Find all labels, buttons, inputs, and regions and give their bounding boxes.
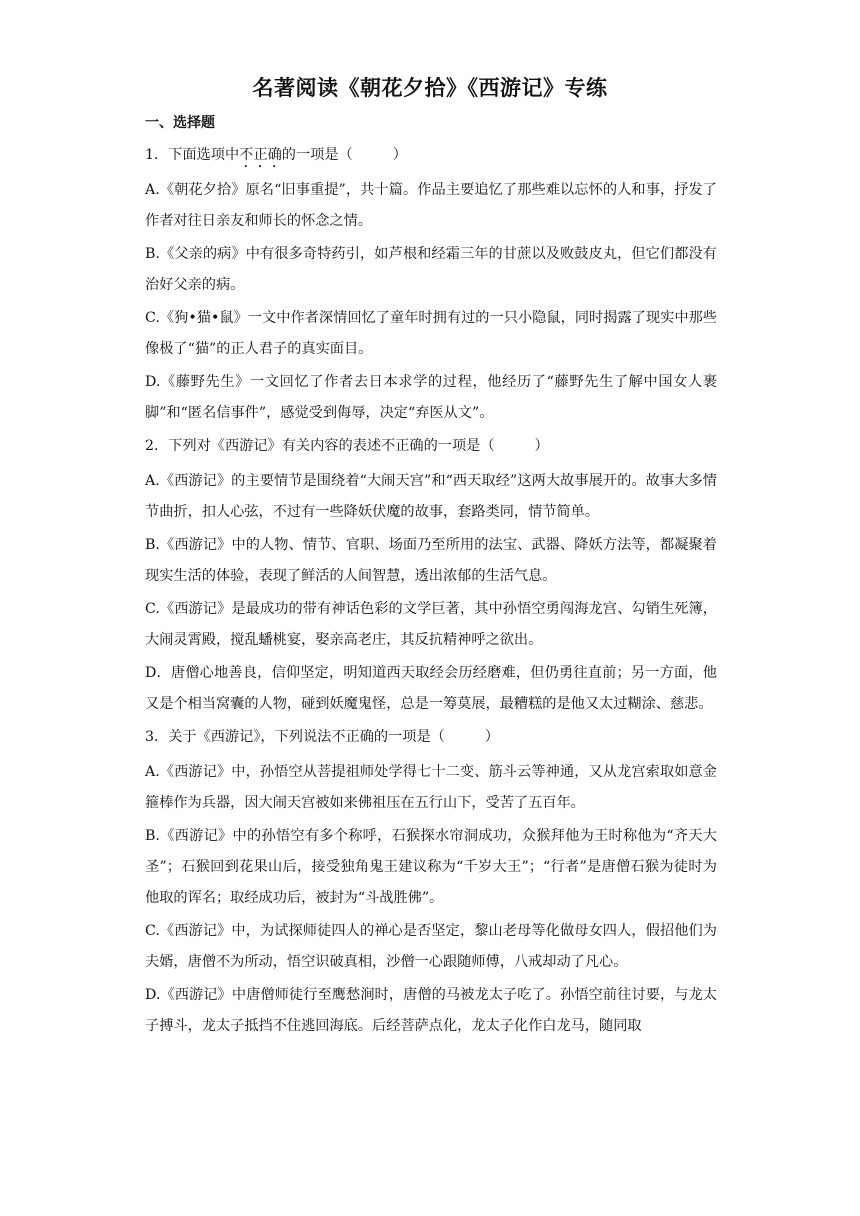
option-c: C.《西游记》是最成功的带有神话色彩的文学巨著，其中孙悟空勇闯海龙宫、勾销生死簿，大闹灵霄殿，搅乱蟠桃宴，娶亲高老庄，其反抗精神呼之欲出。 xyxy=(145,601,717,648)
option-a: A.《西游记》的主要情节是围绕着“大闹天宫”和“西天取经”这两大故事展开的。故事大多情节曲折，扣人心弦，不过有一些降妖伏魔的故事，套路类同，情节简单。 xyxy=(145,473,717,520)
option-d: D.《西游记》中唐僧师徒行至鹰愁涧时，唐僧的马被龙太子吃了。孙悟空前往讨要，与龙太子搏斗，龙太子抵挡不住逃回海底。后经菩萨点化，龙太子化作白龙马，随同取 xyxy=(145,987,717,1034)
option-a: A.《朝花夕拾》原名“旧事重提”，共十篇。作品主要追忆了那些难以忘怀的人和事，抒发了作者对往日亲友和师长的怀念之情。 xyxy=(145,182,717,229)
emphasis-char: 正 xyxy=(253,147,268,163)
option-c: C.《西游记》中，为试探师徒四人的禅心是否坚定，黎山老母等化做母女四人，假招他们为夫婿，唐僧不为所动，悟空识破真相，沙僧一心跟随师傅，八戒却动了凡心。 xyxy=(145,923,717,970)
emphasis-char: 确 xyxy=(267,147,282,163)
option-c: C.《狗•猫•鼠》一文中作者深情回忆了童年时拥有过的一只小隐鼠，同时揭露了现实中那些像极了“猫”的正人君子的真实面目。 xyxy=(145,310,717,357)
option-b: B.《西游记》中的孙悟空有多个称呼，石猴探水帘洞成功，众猴拜他为王时称他为“齐天大圣”；石猴回到花果山后，接受独角鬼王建议称为“千岁大王”；“行者”是唐僧石猴为徒时为他取的诨名；取经成功后，被封为“斗战胜佛”。 xyxy=(145,828,717,906)
option-a: A.《西游记》中，孙悟空从菩提祖师处学得七十二变、筋斗云等神通，又从龙宫索取如意金箍棒作为兵器，因大闹天宫被如来佛祖压在五行山下，受苦了五百年。 xyxy=(145,764,717,811)
question-1 xyxy=(145,140,717,429)
question-3 xyxy=(145,722,717,1042)
option-d: D．唐僧心地善良，信仰坚定，明知道西天取经会历经磨难，但仍勇往直前；另一方面，他又是个相当窝囊的人物，碰到妖魔鬼怪，总是一筹莫展，最糟糕的是他又太过糊涂、慈悲。 xyxy=(145,665,717,712)
option-d: D.《藤野先生》一文回忆了作者去日本求学的过程，他经历了“藤野先生了解中国女人裹脚”和“匿名信事件”，感觉受到侮辱，决定“弃医从文”。 xyxy=(145,374,717,421)
document-title: 名著阅读《朝花夕拾》《西游记》专练 xyxy=(252,76,608,100)
option-b: B.《父亲的病》中有很多奇特药引，如芦根和经霜三年的甘蔗以及败鼓皮丸，但它们都没有治好父亲的病。 xyxy=(145,246,717,293)
question-1-stem: 1．下面选项中不正确的一项是（ ） xyxy=(145,147,407,163)
option-b: B.《西游记》中的人物、情节、官职、场面乃至所用的法宝、武器、降妖方法等，都凝聚着现实生活的体验，表现了鲜活的人间智慧，透出浓郁的生活气息。 xyxy=(145,537,717,584)
question-2-stem: 2．下列对《西游记》有关内容的表述不正确的一项是（ ） xyxy=(145,438,549,454)
question-list xyxy=(145,140,717,1044)
question-3-stem: 3．关于《西游记》，下列说法不正确的一项是（ ） xyxy=(145,729,500,745)
question-2 xyxy=(145,431,717,720)
section-heading: 一、选择题 xyxy=(145,115,215,131)
emphasis-char: 不 xyxy=(239,147,254,163)
